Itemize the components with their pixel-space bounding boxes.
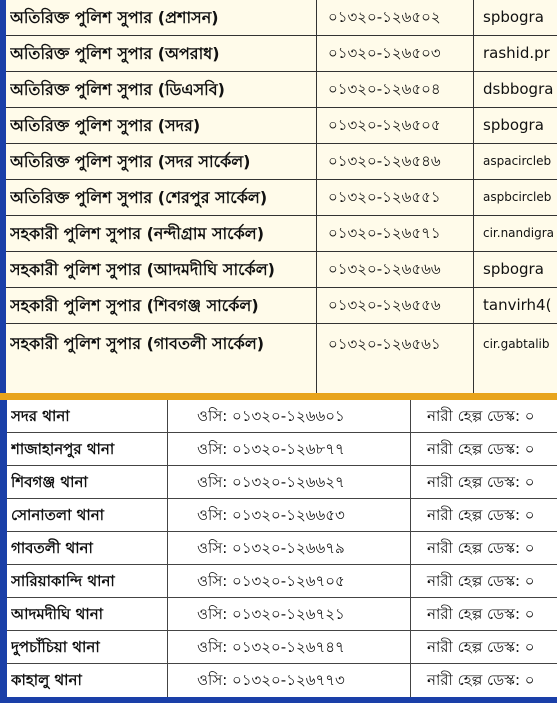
table-row [7,400,557,433]
officer-phone: ০১৩২০-১২৬৫৫৬ [328,296,441,314]
table-row [7,631,557,664]
oc-phone: ওসি: ০১৩২০-১২৬৮৭৭ [197,440,345,458]
table-row [7,664,557,697]
table-row [6,216,557,252]
table-row [6,72,557,108]
officer-phone: ০১৩২০-১২৬৫৭১ [328,224,441,242]
table-row [7,598,557,631]
station-name: সারিয়াকান্দি থানা [11,572,115,590]
table-row [7,433,557,466]
women-helpdesk: নারী হেল্প ডেস্ক: ০ [427,506,535,524]
officer-contact-table [6,0,557,393]
women-helpdesk: নারী হেল্প ডেস্ক: ০ [427,572,535,590]
station-name: শাজাহানপুর থানা [11,440,115,458]
officer-title: সহকারী পুলিশ সুপার (আদমদীঘি সার্কেল) [10,260,275,279]
officer-email: aspacircleb [483,154,552,168]
officer-phone: ০১৩২০-১২৬৫০৪ [328,80,441,98]
oc-phone: ওসি: ০১৩২০-১২৬৭০৫ [197,572,345,590]
table-row [6,108,557,144]
officer-email: tanvirh4( [483,296,552,314]
officer-email: spbogra [483,116,544,134]
officer-email: cir.nandigra [483,226,554,240]
oc-phone: ওসি: ০১৩২০-১২৬৬৭৯ [197,539,345,557]
officer-title: সহকারী পুলিশ সুপার (গাবতলী সার্কেল) [10,334,265,353]
women-helpdesk: নারী হেল্প ডেস্ক: ০ [427,539,535,557]
police-station-table [7,400,557,697]
officer-phone: ০১৩২০-১২৬৫০২ [328,8,441,26]
officer-email: dsbbogra [483,80,554,98]
officer-title: অতিরিক্ত পুলিশ সুপার (সদর) [10,116,201,135]
officer-title: সহকারী পুলিশ সুপার (শিবগঞ্জ সার্কেল) [10,296,259,315]
officer-email: spbogra [483,260,544,278]
station-name: গাবতলী থানা [11,539,93,557]
women-helpdesk: নারী হেল্প ডেস্ক: ০ [427,473,535,491]
station-name: কাহালু থানা [11,671,82,689]
women-helpdesk: নারী হেল্প ডেস্ক: ০ [427,407,535,425]
table-row [6,36,557,72]
table-row [6,144,557,180]
officer-title: সহকারী পুলিশ সুপার (নন্দীগ্রাম সার্কেল) [10,224,265,243]
oc-phone: ওসি: ০১৩২০-১২৬৬২৭ [197,473,345,491]
officer-title: অতিরিক্ত পুলিশ সুপার (শেরপুর সার্কেল) [10,188,268,207]
oc-phone: ওসি: ০১৩২০-১২৬৭২১ [197,605,345,623]
table-row [6,252,557,288]
officer-email: aspbcircleb [483,190,552,204]
table-row [7,532,557,565]
table-row [6,288,557,324]
station-name: সদর থানা [11,407,70,425]
station-name: দুপচাঁচিয়া থানা [11,638,100,656]
officer-email: cir.gabtalib [483,337,550,351]
table-row [7,499,557,532]
women-helpdesk: নারী হেল্প ডেস্ক: ০ [427,440,535,458]
officer-phone: ০১৩২০-১২৬৫০৩ [328,44,441,62]
officer-title: অতিরিক্ত পুলিশ সুপার (প্রশাসন) [10,8,219,27]
table-row [7,565,557,598]
table-row [6,324,557,364]
women-helpdesk: নারী হেল্প ডেস্ক: ০ [427,638,535,656]
oc-phone: ওসি: ০১৩২০-১২৬৬৫৩ [197,506,345,524]
oc-phone: ওসি: ০১৩২০-১২৬৭৭৩ [197,671,345,689]
oc-phone: ওসি: ০১৩২০-১২৬৭৪৭ [197,638,345,656]
station-name: আদমদীঘি থানা [11,605,104,623]
women-helpdesk: নারী হেল্প ডেস্ক: ০ [427,605,535,623]
divider-band [0,393,557,400]
officer-phone: ০১৩২০-১২৬৫৫১ [328,188,441,206]
oc-phone: ওসি: ০১৩২০-১২৬৬০১ [197,407,345,425]
table-row [6,180,557,216]
table-row [6,0,557,36]
women-helpdesk: নারী হেল্প ডেস্ক: ০ [427,671,535,689]
officer-title: অতিরিক্ত পুলিশ সুপার (সদর সার্কেল) [10,152,251,171]
officer-title: অতিরিক্ত পুলিশ সুপার (অপরাধ) [10,44,220,63]
station-name: সোনাতলা থানা [11,506,105,524]
officer-phone: ০১৩২০-১২৬৫৬১ [328,335,441,353]
officer-email: spbogra [483,8,544,26]
officer-email: rashid.pr [483,44,550,62]
officer-title: অতিরিক্ত পুলিশ সুপার (ডিএসবি) [10,80,225,99]
officer-phone: ০১৩২০-১২৬৫৪৬ [328,152,441,170]
officer-phone: ০১৩২০-১২৬৫০৫ [328,116,441,134]
officer-phone: ০১৩২০-১২৬৫৬৬ [328,260,441,278]
station-name: শিবগঞ্জ থানা [11,473,88,491]
table-row [7,466,557,499]
